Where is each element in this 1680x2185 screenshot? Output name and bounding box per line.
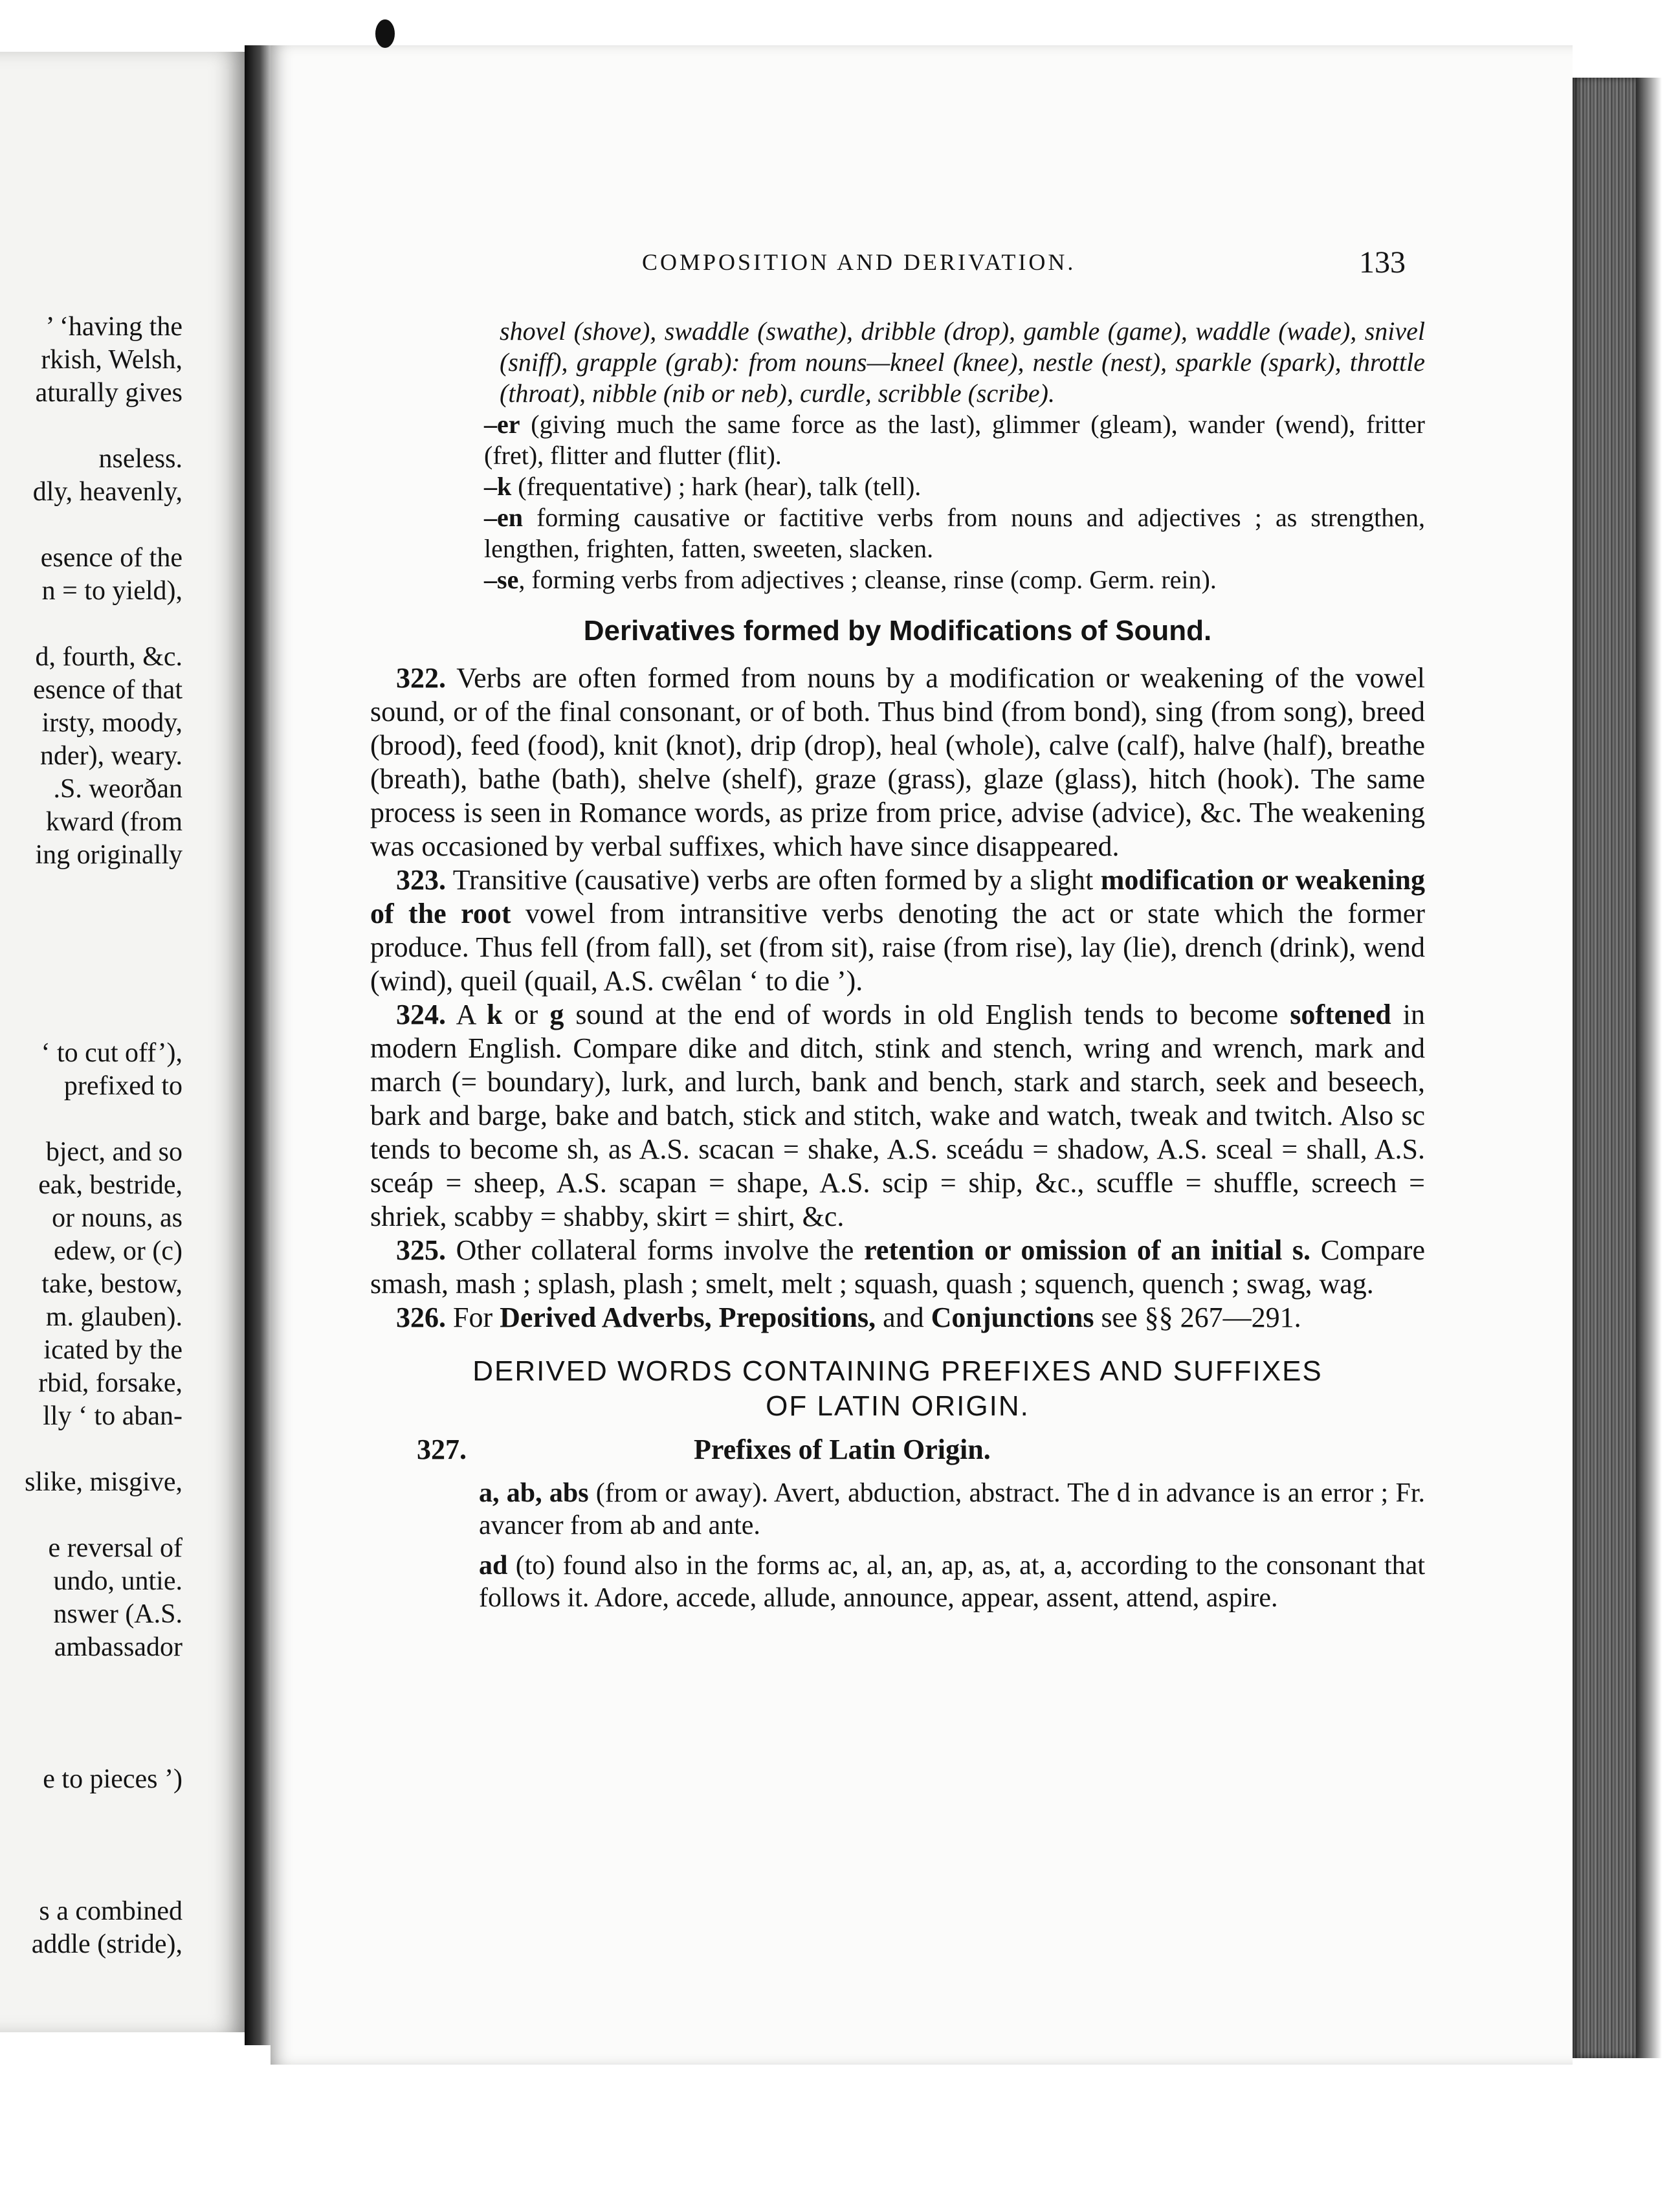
paragraph-text: Compare smash, mash ; splash, plash ; smelt, melt ; squash, quash ; squench, quench ; swag, wag. bbox=[370, 1234, 1425, 1300]
intro-line-verbs: shovel (shove), swaddle (swathe), dribble (drop), gamble (game), waddle (wade), snivel (sniff), grapple (grab): from nouns—kneel (knee), nestle (nest), sparkle (spark), throttle (throat), nibble (nib or neb), curdle, scribble (scribe). bbox=[500, 316, 1425, 408]
left-facing-page bbox=[0, 52, 254, 2032]
paragraph-text: Other collateral forms involve the bbox=[446, 1234, 865, 1266]
suffix-en-label: –en bbox=[484, 503, 523, 532]
left-page-line: m. glauben). bbox=[45, 1302, 182, 1332]
left-page-line: or nouns, as bbox=[52, 1203, 182, 1233]
left-page-line bbox=[0, 1862, 182, 1895]
left-page-line: bject, and so bbox=[45, 1137, 182, 1167]
left-page-line: rkish, Welsh, bbox=[41, 345, 182, 375]
left-page-line bbox=[0, 1499, 182, 1532]
prefix-text: (to) found also in the forms ac, al, an, ap, as, at, a, according to the consonant that follows it. Adore, accede, allude, announce, appear, assent, attend, aspire. bbox=[479, 1551, 1425, 1613]
left-page-line: lly ‘ to aban- bbox=[43, 1401, 182, 1431]
section-heading: Derivatives formed by Modifications of Sound. bbox=[583, 615, 1212, 647]
left-page-line: esence of the bbox=[40, 543, 182, 573]
left-page-line: ing originally bbox=[35, 840, 182, 870]
paragraph-number: 324. bbox=[396, 999, 446, 1030]
left-page-line: nseless. bbox=[98, 444, 182, 474]
latin-heading-line-1: DERIVED WORDS CONTAINING PREFIXES AND SUFFIXES bbox=[472, 1355, 1323, 1387]
prefix-entry-a bbox=[370, 1477, 1425, 1542]
binding-hole-mark bbox=[375, 19, 395, 48]
letter-g: g bbox=[549, 999, 564, 1030]
left-page-line: s a combined bbox=[39, 1896, 182, 1926]
suffix-se-label: –se bbox=[484, 565, 519, 594]
left-page-line bbox=[0, 1664, 182, 1697]
left-page-text bbox=[0, 311, 182, 1961]
subsection-title: Prefixes of Latin Origin. bbox=[694, 1434, 991, 1465]
paragraph-text: see §§ 267—291. bbox=[1094, 1302, 1301, 1333]
left-page-line: eak, bestride, bbox=[38, 1170, 182, 1200]
prefix-text: (from or away). Avert, abduction, abstract. The d in advance is an error ; Fr. avancer from ab and ante. bbox=[479, 1478, 1425, 1540]
left-page-line: rbid, forsake, bbox=[38, 1368, 182, 1398]
paragraphs bbox=[370, 661, 1425, 1335]
prefix-term: ad bbox=[479, 1551, 508, 1581]
left-page-line bbox=[0, 1004, 182, 1037]
left-page-line: ’ ‘having the bbox=[45, 312, 182, 342]
left-page-line bbox=[0, 1730, 182, 1763]
left-page-line: slike, misgive, bbox=[25, 1467, 182, 1497]
left-page-line: esence of that bbox=[33, 675, 182, 705]
paragraph-number: 325. bbox=[396, 1234, 446, 1266]
left-page-line: aturally gives bbox=[35, 378, 182, 408]
left-page-line: dly, heavenly, bbox=[32, 477, 182, 507]
paragraph-text: vowel from intransitive verbs denoting the act or state which the former produce. Thus fell (from fall), set (from sit), raise (from rise), lay (lie), drench (drink), wend (wind), queil (quail, A.S. cwêlan ‘ to die ’). bbox=[370, 898, 1425, 997]
suffix-k bbox=[484, 471, 1425, 502]
left-page-line: e reversal of bbox=[48, 1533, 182, 1563]
left-page-line: n = to yield), bbox=[41, 576, 182, 606]
emphasis: retention or omission of an initial s. bbox=[864, 1234, 1311, 1266]
left-page-line bbox=[0, 509, 182, 542]
left-page-line bbox=[0, 1103, 182, 1136]
emphasis: modification or weakening of the root bbox=[370, 864, 1425, 929]
left-page-line bbox=[0, 1796, 182, 1829]
suffix-er-text: (giving much the same force as the last), glimmer (gleam), wander (wend), fritter (fret), flitter and flutter (flit). bbox=[484, 410, 1425, 470]
paragraph-text: For bbox=[446, 1302, 500, 1333]
suffix-k-label: –k bbox=[484, 472, 512, 501]
book-gutter bbox=[245, 45, 271, 2045]
paragraph-325 bbox=[370, 1234, 1425, 1301]
paragraph-text: sound at the end of words in old English tends to become bbox=[564, 999, 1290, 1030]
left-page-line: e to pieces ’) bbox=[43, 1764, 182, 1794]
left-page-line: undo, untie. bbox=[53, 1566, 182, 1596]
suffix-er bbox=[484, 409, 1425, 471]
left-page-line bbox=[0, 1433, 182, 1466]
page-title: COMPOSITION AND DERIVATION. bbox=[642, 249, 1076, 275]
paragraph-text: and bbox=[876, 1302, 931, 1333]
paragraph-322 bbox=[370, 661, 1425, 863]
emphasis: softened bbox=[1290, 999, 1391, 1030]
suffix-en-text: forming causative or factitive verbs from nouns and adjectives ; as strengthen, lengthen, frighten, fatten, sweeten, slacken. bbox=[484, 503, 1425, 563]
paragraph-number: 322. bbox=[396, 662, 446, 694]
suffix-k-text: (frequentative) ; hark (hear), talk (tell). bbox=[511, 472, 922, 501]
suffix-se-text: , forming verbs from adjectives ; cleanse, rinse (comp. Germ. rein). bbox=[518, 565, 1217, 594]
left-page-line: ‘ to cut off’), bbox=[41, 1038, 182, 1068]
left-page-line bbox=[0, 872, 182, 905]
left-page-line: edew, or (c) bbox=[54, 1236, 182, 1266]
left-page-line: nder), weary. bbox=[40, 741, 182, 771]
suffix-se bbox=[484, 564, 1425, 595]
letter-k: k bbox=[487, 999, 503, 1030]
paragraph-text: in modern English. Compare dike and ditch, stink and stench, wring and wrench, mark and march (= boundary), lurk, and lurch, bank and bench, stark and starch, seek and beseech, bark and barge, bake and batch, stick and stitch, wake and watch, tweak and twitch. Also sc tends to become sh, as A.S. scacan = shake, A.S. sceádu = shadow, A.S. sceal = shall, A.S. sceáp = sheep, A.S. scapan = shape, A.S. scip = ship, &c., scuffle = shuffle, screech = shriek, scabby = shabby, skirt = shirt, &c. bbox=[370, 999, 1426, 1232]
paragraph-326 bbox=[370, 1301, 1425, 1335]
paragraph-text: or bbox=[502, 999, 550, 1030]
left-page-line bbox=[0, 1697, 182, 1730]
page-edge-shadow bbox=[1636, 78, 1662, 2058]
paragraph-text: Verbs are often formed from nouns by a modification or weakening of the vowel sound, or of the final consonant, or of both. Thus bind (from bond), sing (from song), breed (brood), feed (food), knit (knot), drip (drop), heal (whole), calve (calf), halve (half), breathe (breath), bathe (bath), shelve (shelf), graze (grass), glaze (glass), hitch (hook). The same process is seen in Romance words, as prize from price, advise (advice), &c. The weakening was occasioned by verbal suffixes, which have since disappeared. bbox=[370, 662, 1425, 862]
left-page-line: addle (stride), bbox=[31, 1929, 182, 1959]
left-page-line bbox=[0, 608, 182, 641]
left-page-line: kward (from bbox=[45, 807, 182, 837]
left-page-line: take, bestow, bbox=[41, 1269, 182, 1299]
left-page-line: prefixed to bbox=[63, 1071, 182, 1101]
paragraph-number: 323. bbox=[396, 864, 446, 896]
intro-block bbox=[370, 316, 1425, 595]
latin-heading-line-2: OF LATIN ORIGIN. bbox=[766, 1390, 1030, 1422]
paragraph-text: A bbox=[446, 999, 487, 1030]
running-head bbox=[370, 245, 1425, 287]
left-page-line: nswer (A.S. bbox=[53, 1599, 182, 1629]
paragraph-text: Transitive (causative) verbs are often formed by a slight bbox=[446, 864, 1101, 896]
left-page-line bbox=[0, 410, 182, 443]
paragraph-324 bbox=[370, 998, 1425, 1234]
left-page-line: irsty, moody, bbox=[41, 708, 182, 738]
subsection-number: 327. bbox=[417, 1434, 467, 1465]
suffix-er-label: –er bbox=[484, 410, 520, 439]
page-body bbox=[370, 316, 1425, 1614]
left-page-line: d, fourth, &c. bbox=[35, 642, 182, 672]
left-page-line bbox=[0, 938, 182, 971]
page-edge-stack bbox=[1573, 78, 1636, 2058]
prefix-term: a, ab, abs bbox=[479, 1478, 589, 1508]
left-page-line: icated by the bbox=[43, 1335, 182, 1365]
left-page-line: .S. weorðan bbox=[53, 774, 182, 804]
left-page-line bbox=[0, 905, 182, 938]
emphasis: Derived Adverbs, Prepositions, bbox=[500, 1302, 876, 1333]
paragraph-number: 326. bbox=[396, 1302, 446, 1333]
subsection-heading bbox=[370, 1433, 1425, 1469]
page-number: 133 bbox=[1359, 245, 1406, 280]
left-page-line bbox=[0, 1829, 182, 1862]
left-page-line bbox=[0, 971, 182, 1004]
prefix-entry-ad bbox=[370, 1549, 1425, 1614]
suffix-en bbox=[484, 502, 1425, 564]
latin-heading bbox=[370, 1354, 1425, 1424]
emphasis: Conjunctions bbox=[931, 1302, 1094, 1333]
left-page-line: ambassador bbox=[54, 1632, 182, 1662]
paragraph-323 bbox=[370, 863, 1425, 998]
